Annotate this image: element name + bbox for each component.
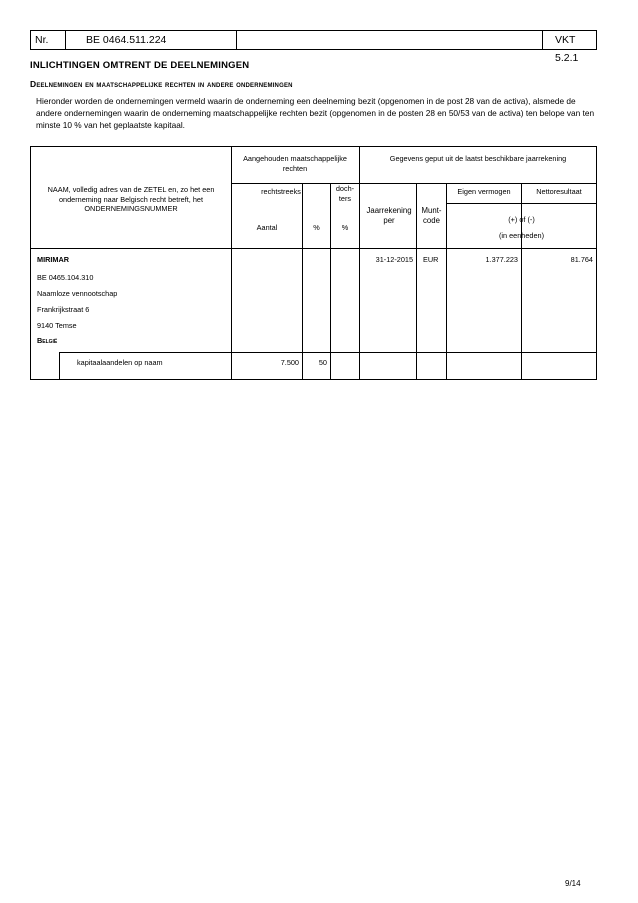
accounts-date-header: Jaarrekening per (366, 206, 412, 225)
count-header: Aantal (256, 223, 278, 232)
section-code: VKT 5.2.1 (542, 31, 598, 49)
entity-city: 9140 Temse (37, 321, 77, 330)
holding-type: kapitaalaandelen op naam (77, 358, 163, 367)
equity-value: 1.377.223 (485, 255, 518, 264)
page-number: 9/14 (565, 879, 581, 888)
participations-table (30, 146, 597, 380)
entity-street: Frankrijkstraat 6 (37, 305, 90, 314)
entity-legal-form: Naamloze vennootschap (37, 289, 118, 298)
rights-held-header: Aangehouden maatschappelijke rechten (243, 154, 347, 173)
entity-country: België (37, 336, 58, 345)
section-subtitle: Deelnemingen en maatschappelijke rechten in andere ondernemingen (30, 79, 293, 89)
sign-header: (+) of (-) (508, 215, 535, 224)
holding-pct: 50 (318, 358, 327, 367)
nr-label: Nr. (35, 34, 49, 46)
document-header (30, 30, 597, 64)
currency-header: Munt-code (421, 206, 442, 225)
direct-header: rechtstreeks (261, 187, 301, 196)
subsidiaries-header: doch-ters (335, 184, 355, 203)
units-header: (in eenheden) (498, 231, 545, 240)
equity-header: Eigen vermogen (457, 187, 511, 196)
section-title: INLICHTINGEN OMTRENT DE DEELNEMINGEN (30, 60, 250, 71)
pct-subs-header: % (341, 223, 349, 232)
entity-name: MIRIMAR (37, 255, 70, 264)
net-result-value: 81.764 (570, 255, 593, 264)
pct-direct-header: % (313, 223, 320, 232)
intro-paragraph: Hieronder worden de ondernemingen vermeld waarin de onderneming een deelneming bezit (opgenomen in de post 28 van de activa), alsmede de andere ondernemingen waarin de onderneming maatschappelijke rechten bezit (opgenomen in de posten 28 en 50/53 van de activa) ten belope van ten minste 10 % van het geplaatste kapitaal. (36, 96, 595, 130)
currency-value: EUR (423, 255, 439, 264)
accounts-date: 31-12-2015 (375, 255, 413, 264)
company-number: BE 0464.511.224 (65, 31, 237, 49)
annual-data-header: Gegevens geput uit de laatst beschikbare jaarrekening (389, 154, 567, 163)
name-column-header: NAAM, volledig adres van de ZETEL en, zo het een onderneming naar Belgisch recht betreft, het ONDERNEMINGSNUMMER (47, 185, 215, 213)
entity-number: BE 0465.104.310 (37, 273, 94, 282)
net-result-header: Nettoresultaat (536, 187, 582, 196)
holding-count: 7.500 (280, 358, 299, 367)
